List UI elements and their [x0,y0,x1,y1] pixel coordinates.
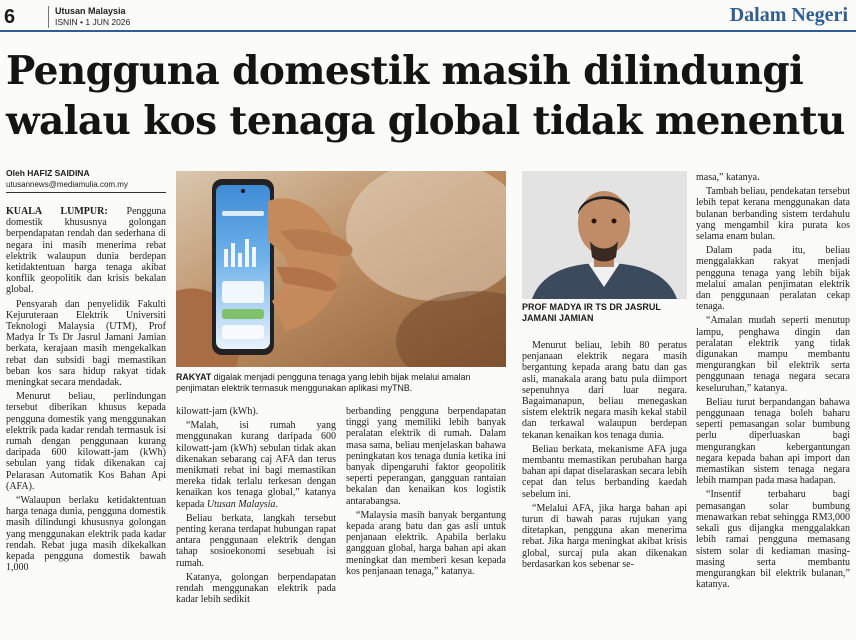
paragraph-text: “Malaysia masih banyak bergantung kepada arang batu dan gas asli untuk penjanaan elektrik. Apabila berlaku gangguan global, harga bahan api akan meningkat dan memberi kesan kepada kos penjanaan tenaga,” katanya. [346,509,506,577]
paragraph-tail: . [275,498,278,510]
article-column-5 [696,172,850,593]
paragraph [522,444,687,500]
article-column-1 [6,206,166,577]
paragraph [696,397,850,487]
paragraph-text: Beliau berkata, langkah tersebut penting kerana terdapat hubungan rapat antara penggunaan elektrik dengan tahap sosioekonomi sesebuah isi rumah. [176,512,336,569]
paragraph [6,391,166,492]
byline-email: utusannews@mediamulia.com.my [6,180,128,189]
paragraph-text: Dalam pada itu, beliau menggalakkan rakyat menjadi pengguna tenaga yang lebih bijak melalui amalan penjimatan elektrik dan penggunaan peralatan cekap tenaga. [696,245,850,313]
paragraph [176,572,336,606]
paragraph-text: berbanding pengguna berpendapatan tinggi yang memiliki lebih banyak peralatan elektrik di rumah. Dalam masa sama, beliau menjelaskan bahawa peningkatan kos tenaga dunia ketika ini banyak dipengaruhi faktor geopolitik seperti peperangan, gangguan rantaian bekalan dan kenaikan kos logistik antarabangsa. [346,406,506,507]
paragraph-text: Menurut beliau, lebih 80 peratus penjanaan elektrik negara masih bergantung kepada arang batu dan gas asli, manakala arang batu pula diimport sepenuhnya dari luar negara. Bagaimanapun, beliau menegaskan sistem elektrik negara masih kekal stabil dan terkawal walaupun berdepan tekanan kenaikan kos tenaga dunia. [522,340,687,441]
article-column-2 [176,406,336,608]
paragraph [6,495,166,573]
paragraph [696,245,850,312]
paragraph-text: Menurut beliau, perlindungan tersebut diberikan khusus kepada pengguna domestik yang menggunakan elektrik pada kadar rendah termasuk isi rumah dengan penggunaan kurang daripada 600 kilowatt-jam (kWh) sebulan yang tidak dikenakan caj Pelarasan Automatik Kos Bahan Api (AFA). [6,391,166,492]
photo-caption-text: digalak menjadi pengguna tenaga yang lebih bijak melalui amalan penjimatan elektrik termasuk menggunakan aplikasi myTNB. [176,372,471,393]
headline-line-2: walau kos tenaga global tidak menentu [6,98,845,144]
publication-date: ISNIN • 1 JUN 2026 [55,17,131,27]
paragraph [522,340,687,441]
photo-caption-lead: RAKYAT [176,372,212,382]
phone-app-photo [176,171,506,367]
paragraph [176,513,336,569]
publication-info [48,6,130,28]
paragraph-text: “Melalui AFA, jika harga bahan api turun di bawah paras rujukan yang ditetapkan, pengguna akan menerima rebat. Jika harga meningkat akibat krisis global, surcaj pula akan dikenakan berdasarkan kos sebenar se- [522,502,687,570]
publication-mention: Utusan Malaysia [206,498,276,510]
page-number: 6 [4,6,16,28]
paragraph-text: Pengguna domestik khususnya golongan berpendapatan rendah dan sederhana di negara ini masih menerima rebat elektrik walaupun dunia berdepan ketidaktentuan harga tenaga akibat konflik geopolitik dan krisis bekalan global. [6,206,166,296]
dateline: KUALA LUMPUR: [6,206,108,217]
paragraph-text: masa,” katanya. [696,172,760,183]
paragraph [6,206,166,296]
section-title: Dalam Negeri [729,4,848,26]
byline-rule [6,192,166,193]
header-rule [0,30,856,32]
headline-line-1: Pengguna domestik masih dilindungi [6,48,804,94]
paragraph-text: Tambah beliau, pendekatan tersebut lebih tepat kerana menggunakan data bulanan berbanding sistem terdahulu yang mengambil kira purata kos selama enam bulan. [696,186,850,243]
paragraph-text: “Insentif terbaharu bagi pemasangan solar bumbung menawarkan rebat sehingga RM3,000 sekali gus dijangka menggalakkan lebih ramai pengguna memasang sistem solar di kediaman masing-masing serta membantu mengurangkan bil elektrik bulanan,” katanya. [696,489,850,591]
paragraph-text: “Walaupun berlaku ketidaktentuan harga tenaga dunia, pengguna domestik masih dilindungi khususnya golongan yang menggunakan elektrik pada kadar rendah. Rebat juga masih dikekalkan kepada pengguna domestik bawah 1,000 [6,495,166,574]
paragraph [6,299,166,389]
portrait-illustration [522,171,687,299]
article-column-3 [346,406,506,580]
paragraph [522,503,687,570]
paragraph-text: Pensyarah dan penyelidik Fakulti Kejuruteraan Elektrik Universiti Teknologi Malaysia (UTM), Prof Madya Ir Ts Dr Jasrul Jamani Jamian berkata, kerajaan masih mengekalkan rebat dan subsidi bagi memastikan beban kos sara hidup rakyat tidak meningkat secara mendadak. [6,298,166,389]
paragraph [176,420,336,510]
byline-author: Oleh HAFIZ SAIDINA [6,168,90,178]
portrait-caption: PROF MADYA IR TS DR JASRUL JAMANI JAMIAN [522,302,661,323]
paragraph-text: “Malah, isi rumah yang menggunakan kurang daripada 600 kilowatt-jam (kWh) sebulan tidak akan dikenakan sebarang caj AFA dan terus menikmati rebat ini bagi memastikan mereka tidak terlalu terkesan dengan kenaikan kos tenaga global,” katanya kepada [176,420,336,510]
phone-app-illustration [176,171,506,367]
paragraph [696,315,850,393]
paragraph-text: “Amalan mudah seperti menutup lampu, penghawa dingin dan peralatan elektrik yang tidak digunakan mampu membantu mengurangkan bil elektrik serta penggunaan tenaga negara secara keseluruhan,” katanya. [696,315,850,394]
byline [6,168,166,190]
paragraph [346,406,506,507]
paragraph [696,489,850,590]
photo-caption [176,372,511,394]
paragraph-text: Beliau berkata, mekanisme AFA juga membantu memastikan perubahan harga bahan api dapat diselaraskan secara lebih cepat dan telus berbanding kaedah sebelum ini. [522,443,687,500]
paragraph [696,186,850,242]
paragraph [696,172,850,183]
paragraph [346,510,506,577]
paragraph-text: Beliau turut berpandangan bahawa penggunaan tenaga boleh baharu seperti pemasangan solar bumbung perlu diperluaskan bagi mengurangkan kebergantungan negara kepada bahan api import dan memastikan sistem tenaga negara lebih mampan pada masa hadapan. [696,396,850,487]
paragraph [176,406,336,417]
portrait-photo [522,171,687,299]
article-column-4 [522,340,687,573]
paragraph-text: Katanya, golongan berpendapatan rendah menggunakan elektrik pada kadar lebih sedikit [176,571,336,606]
paragraph-text: kilowatt-jam (kWh). [176,406,259,417]
publication-name: Utusan Malaysia [55,6,126,16]
headline [6,46,856,146]
